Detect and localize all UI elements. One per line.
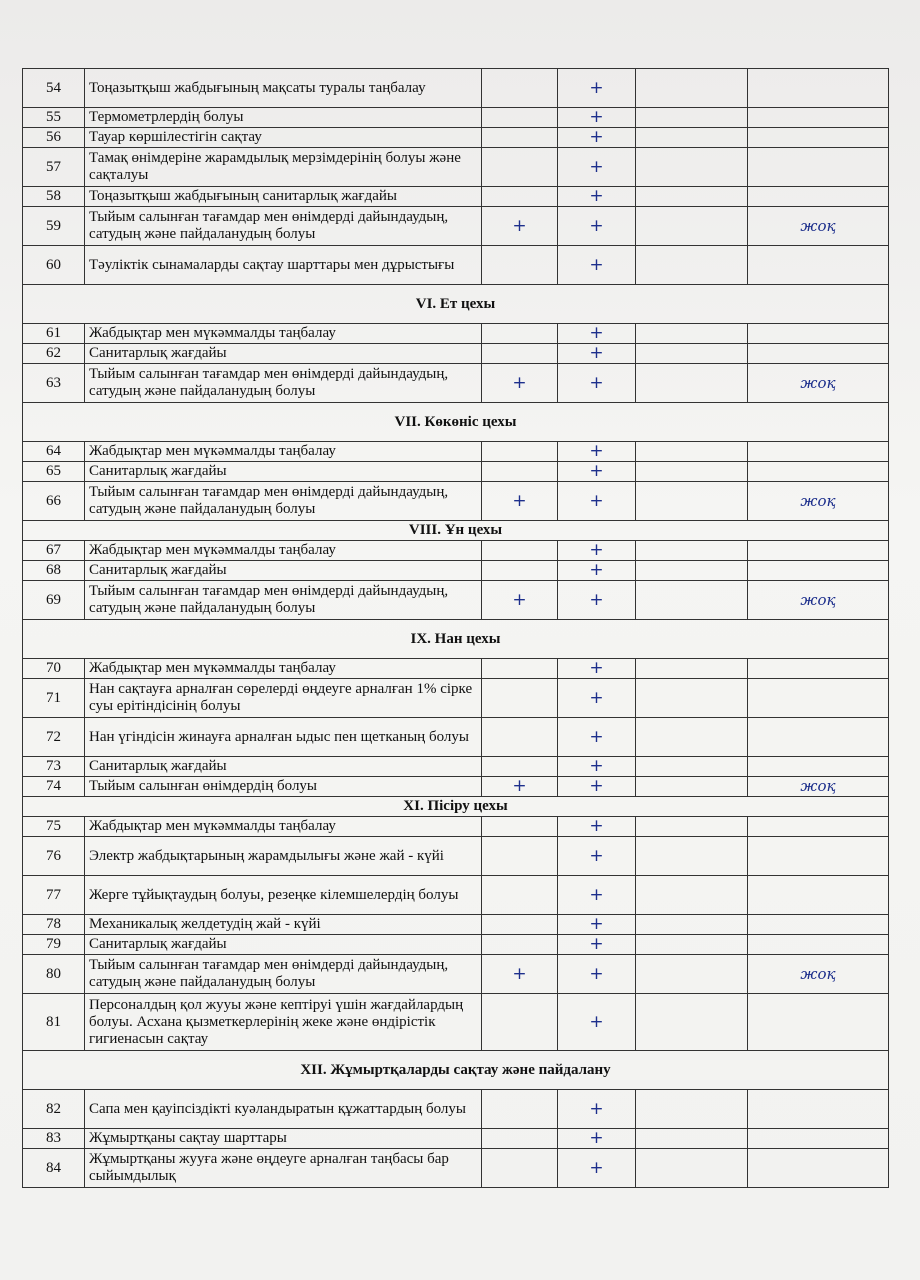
row-requirement-text: Тоңазытқыш жабдығының санитарлық жағдайы	[85, 187, 482, 207]
section-header-row	[23, 285, 889, 324]
mark-column-1	[482, 1149, 558, 1188]
row-number: 79	[23, 935, 85, 955]
mark-column-2: +	[558, 817, 636, 837]
row-requirement-text: Механикалық желдетудің жай - күйі	[85, 915, 482, 935]
mark-column-3	[636, 1129, 748, 1149]
mark-column-1	[482, 876, 558, 915]
row-number: 82	[23, 1090, 85, 1129]
row-requirement-text: Персоналдың қол жууы және кептіруі үшін жағдайлардың болуы. Асхана қызметкерлерінің жеке және өндірістік гигиенасын сақтау	[85, 994, 482, 1051]
row-requirement-text: Жұмыртқаны жууға және өңдеуге арналған таңбасы бар сыйымдылық	[85, 1149, 482, 1188]
table-row	[23, 876, 889, 915]
mark-column-3	[636, 935, 748, 955]
mark-column-2: +	[558, 364, 636, 403]
row-requirement-text: Санитарлық жағдайы	[85, 757, 482, 777]
table-row	[23, 207, 889, 246]
row-requirement-text: Жабдықтар мен мүкәммалды таңбалау	[85, 541, 482, 561]
mark-column-3	[636, 817, 748, 837]
mark-column-1	[482, 837, 558, 876]
row-number: 68	[23, 561, 85, 581]
table-row	[23, 148, 889, 187]
mark-column-3	[636, 187, 748, 207]
row-number: 84	[23, 1149, 85, 1188]
mark-column-1	[482, 187, 558, 207]
mark-column-1	[482, 659, 558, 679]
section-title: VI. Ет цехы	[23, 285, 889, 324]
mark-column-3	[636, 207, 748, 246]
table-row	[23, 541, 889, 561]
mark-column-2: +	[558, 757, 636, 777]
row-requirement-text: Тоңазытқыш жабдығының мақсаты туралы таңбалау	[85, 69, 482, 108]
mark-column-1	[482, 324, 558, 344]
mark-column-2: +	[558, 679, 636, 718]
mark-column-1	[482, 718, 558, 757]
section-header-row	[23, 521, 889, 541]
note-column	[748, 1090, 889, 1129]
mark-column-3	[636, 69, 748, 108]
row-number: 55	[23, 108, 85, 128]
row-number: 75	[23, 817, 85, 837]
section-title: VII. Көкөніс цехы	[23, 403, 889, 442]
mark-column-3	[636, 128, 748, 148]
mark-column-2: +	[558, 659, 636, 679]
mark-column-2: +	[558, 207, 636, 246]
table-row	[23, 1149, 889, 1188]
row-number: 76	[23, 837, 85, 876]
mark-column-2: +	[558, 935, 636, 955]
mark-column-1	[482, 994, 558, 1051]
section-title: VIII. Ұн цехы	[23, 521, 889, 541]
mark-column-2: +	[558, 442, 636, 462]
row-number: 74	[23, 777, 85, 797]
mark-column-2: +	[558, 718, 636, 757]
note-column	[748, 344, 889, 364]
mark-column-1	[482, 108, 558, 128]
mark-column-3	[636, 1149, 748, 1188]
mark-column-1	[482, 246, 558, 285]
row-number: 71	[23, 679, 85, 718]
section-header-row	[23, 620, 889, 659]
mark-column-1	[482, 757, 558, 777]
row-requirement-text: Тыйым салынған тағамдар мен өнімдерді дайындаудың, сатудың және пайдаланудың болуы	[85, 364, 482, 403]
mark-column-3	[636, 324, 748, 344]
table-row	[23, 915, 889, 935]
mark-column-3	[636, 482, 748, 521]
note-column	[748, 679, 889, 718]
note-column	[748, 324, 889, 344]
note-column	[748, 659, 889, 679]
note-column	[748, 128, 889, 148]
row-number: 56	[23, 128, 85, 148]
mark-column-2: +	[558, 462, 636, 482]
row-requirement-text: Тыйым салынған тағамдар мен өнімдерді дайындаудың, сатудың және пайдаланудың болуы	[85, 482, 482, 521]
row-requirement-text: Жабдықтар мен мүкәммалды таңбалау	[85, 324, 482, 344]
mark-column-3	[636, 718, 748, 757]
mark-column-3	[636, 777, 748, 797]
mark-column-1	[482, 541, 558, 561]
note-column	[748, 757, 889, 777]
mark-column-3	[636, 915, 748, 935]
note-column: жоқ	[748, 482, 889, 521]
mark-column-2: +	[558, 837, 636, 876]
row-number: 80	[23, 955, 85, 994]
mark-column-2: +	[558, 324, 636, 344]
mark-column-3	[636, 659, 748, 679]
mark-column-3	[636, 442, 748, 462]
row-requirement-text: Сапа мен қауіпсіздікті куәландыратын құжаттардың болуы	[85, 1090, 482, 1129]
row-requirement-text: Тыйым салынған тағамдар мен өнімдерді дайындаудың, сатудың және пайдаланудың болуы	[85, 207, 482, 246]
section-title: IX. Нан цехы	[23, 620, 889, 659]
mark-column-1: +	[482, 955, 558, 994]
mark-column-1	[482, 69, 558, 108]
table-row	[23, 679, 889, 718]
row-number: 62	[23, 344, 85, 364]
mark-column-3	[636, 955, 748, 994]
row-number: 61	[23, 324, 85, 344]
row-number: 69	[23, 581, 85, 620]
note-column	[748, 915, 889, 935]
table-row	[23, 324, 889, 344]
table-row	[23, 1090, 889, 1129]
note-column	[748, 462, 889, 482]
note-column	[748, 718, 889, 757]
note-column	[748, 541, 889, 561]
section-header-row	[23, 797, 889, 817]
note-column	[748, 108, 889, 128]
mark-column-3	[636, 837, 748, 876]
row-requirement-text: Нан үгіндісін жинауға арналған ыдыс пен щетканың болуы	[85, 718, 482, 757]
mark-column-2: +	[558, 482, 636, 521]
mark-column-2: +	[558, 1149, 636, 1188]
row-number: 54	[23, 69, 85, 108]
row-requirement-text: Тауар көршілестігін сақтау	[85, 128, 482, 148]
row-number: 63	[23, 364, 85, 403]
mark-column-1	[482, 148, 558, 187]
note-column: жоқ	[748, 581, 889, 620]
section-title: XII. Жұмыртқаларды сақтау және пайдалану	[23, 1051, 889, 1090]
mark-column-1	[482, 817, 558, 837]
mark-column-1	[482, 1090, 558, 1129]
row-number: 65	[23, 462, 85, 482]
mark-column-2: +	[558, 915, 636, 935]
note-column	[748, 187, 889, 207]
table-row	[23, 935, 889, 955]
mark-column-2: +	[558, 541, 636, 561]
mark-column-1: +	[482, 207, 558, 246]
note-column	[748, 935, 889, 955]
row-number: 60	[23, 246, 85, 285]
mark-column-2: +	[558, 246, 636, 285]
mark-column-3	[636, 876, 748, 915]
mark-column-2: +	[558, 148, 636, 187]
row-number: 57	[23, 148, 85, 187]
mark-column-3	[636, 581, 748, 620]
mark-column-2: +	[558, 1129, 636, 1149]
row-requirement-text: Нан сақтауға арналған сөрелерді өңдеуге арналған 1% сірке суы ерітіндісінің болуы	[85, 679, 482, 718]
checklist-body	[23, 69, 889, 1188]
note-column	[748, 246, 889, 285]
mark-column-2: +	[558, 128, 636, 148]
row-requirement-text: Санитарлық жағдайы	[85, 561, 482, 581]
mark-column-3	[636, 994, 748, 1051]
mark-column-3	[636, 148, 748, 187]
table-row	[23, 187, 889, 207]
row-requirement-text: Тыйым салынған тағамдар мен өнімдерді дайындаудың, сатудың және пайдаланудың болуы	[85, 581, 482, 620]
mark-column-1	[482, 462, 558, 482]
table-row	[23, 69, 889, 108]
row-requirement-text: Термометрлердің болуы	[85, 108, 482, 128]
mark-column-2: +	[558, 955, 636, 994]
mark-column-1	[482, 344, 558, 364]
row-requirement-text: Жабдықтар мен мүкәммалды таңбалау	[85, 659, 482, 679]
mark-column-2: +	[558, 344, 636, 364]
mark-column-3	[636, 344, 748, 364]
inspection-checklist-table	[22, 68, 889, 1188]
row-number: 64	[23, 442, 85, 462]
table-row	[23, 462, 889, 482]
note-column	[748, 1129, 889, 1149]
mark-column-2: +	[558, 1090, 636, 1129]
mark-column-3	[636, 462, 748, 482]
note-column	[748, 876, 889, 915]
table-row	[23, 837, 889, 876]
row-requirement-text: Электр жабдықтарының жарамдылығы және жай - күйі	[85, 837, 482, 876]
mark-column-2: +	[558, 581, 636, 620]
row-number: 70	[23, 659, 85, 679]
table-row	[23, 364, 889, 403]
row-requirement-text: Тыйым салынған өнімдердің болуы	[85, 777, 482, 797]
row-number: 83	[23, 1129, 85, 1149]
row-number: 58	[23, 187, 85, 207]
row-requirement-text: Жерге тұйықтаудың болуы, резеңке кілемшелердің болуы	[85, 876, 482, 915]
table-row	[23, 1129, 889, 1149]
row-requirement-text: Санитарлық жағдайы	[85, 344, 482, 364]
mark-column-1	[482, 561, 558, 581]
mark-column-1: +	[482, 482, 558, 521]
section-title: XI. Пісіру цехы	[23, 797, 889, 817]
table-row	[23, 777, 889, 797]
mark-column-2: +	[558, 994, 636, 1051]
mark-column-2: +	[558, 876, 636, 915]
mark-column-1	[482, 915, 558, 935]
row-number: 81	[23, 994, 85, 1051]
table-row	[23, 757, 889, 777]
mark-column-3	[636, 108, 748, 128]
mark-column-1	[482, 128, 558, 148]
note-column	[748, 561, 889, 581]
table-row	[23, 344, 889, 364]
mark-column-2: +	[558, 69, 636, 108]
mark-column-1: +	[482, 777, 558, 797]
row-requirement-text: Тамақ өнімдеріне жарамдылық мерзімдерінің болуы және сақталуы	[85, 148, 482, 187]
table-row	[23, 482, 889, 521]
row-number: 73	[23, 757, 85, 777]
note-column	[748, 837, 889, 876]
mark-column-3	[636, 561, 748, 581]
mark-column-3	[636, 1090, 748, 1129]
note-column	[748, 817, 889, 837]
row-number: 78	[23, 915, 85, 935]
mark-column-3	[636, 757, 748, 777]
mark-column-1	[482, 935, 558, 955]
note-column	[748, 69, 889, 108]
table-row	[23, 718, 889, 757]
note-column	[748, 994, 889, 1051]
section-header-row	[23, 403, 889, 442]
mark-column-1	[482, 1129, 558, 1149]
row-requirement-text: Санитарлық жағдайы	[85, 462, 482, 482]
mark-column-3	[636, 679, 748, 718]
table-row	[23, 955, 889, 994]
note-column	[748, 1149, 889, 1188]
mark-column-3	[636, 364, 748, 403]
row-number: 72	[23, 718, 85, 757]
note-column	[748, 442, 889, 462]
table-row	[23, 817, 889, 837]
mark-column-2: +	[558, 187, 636, 207]
mark-column-3	[636, 541, 748, 561]
row-requirement-text: Жабдықтар мен мүкәммалды таңбалау	[85, 442, 482, 462]
note-column: жоқ	[748, 955, 889, 994]
row-requirement-text: Санитарлық жағдайы	[85, 935, 482, 955]
table-row	[23, 128, 889, 148]
note-column: жоқ	[748, 207, 889, 246]
note-column: жоқ	[748, 777, 889, 797]
row-requirement-text: Тыйым салынған тағамдар мен өнімдерді дайындаудың, сатудың және пайдаланудың болуы	[85, 955, 482, 994]
table-row	[23, 442, 889, 462]
table-row	[23, 108, 889, 128]
table-row	[23, 659, 889, 679]
mark-column-2: +	[558, 561, 636, 581]
table-row	[23, 994, 889, 1051]
row-requirement-text: Тәуліктік сынамаларды сақтау шарттары мен дұрыстығы	[85, 246, 482, 285]
note-column	[748, 148, 889, 187]
mark-column-1	[482, 679, 558, 718]
table-row	[23, 581, 889, 620]
table-row	[23, 246, 889, 285]
mark-column-2: +	[558, 108, 636, 128]
row-requirement-text: Жабдықтар мен мүкәммалды таңбалау	[85, 817, 482, 837]
mark-column-3	[636, 246, 748, 285]
row-number: 66	[23, 482, 85, 521]
mark-column-1	[482, 442, 558, 462]
row-number: 77	[23, 876, 85, 915]
mark-column-1: +	[482, 581, 558, 620]
mark-column-1: +	[482, 364, 558, 403]
section-header-row	[23, 1051, 889, 1090]
mark-column-2: +	[558, 777, 636, 797]
row-number: 67	[23, 541, 85, 561]
note-column: жоқ	[748, 364, 889, 403]
row-requirement-text: Жұмыртқаны сақтау шарттары	[85, 1129, 482, 1149]
row-number: 59	[23, 207, 85, 246]
table-row	[23, 561, 889, 581]
